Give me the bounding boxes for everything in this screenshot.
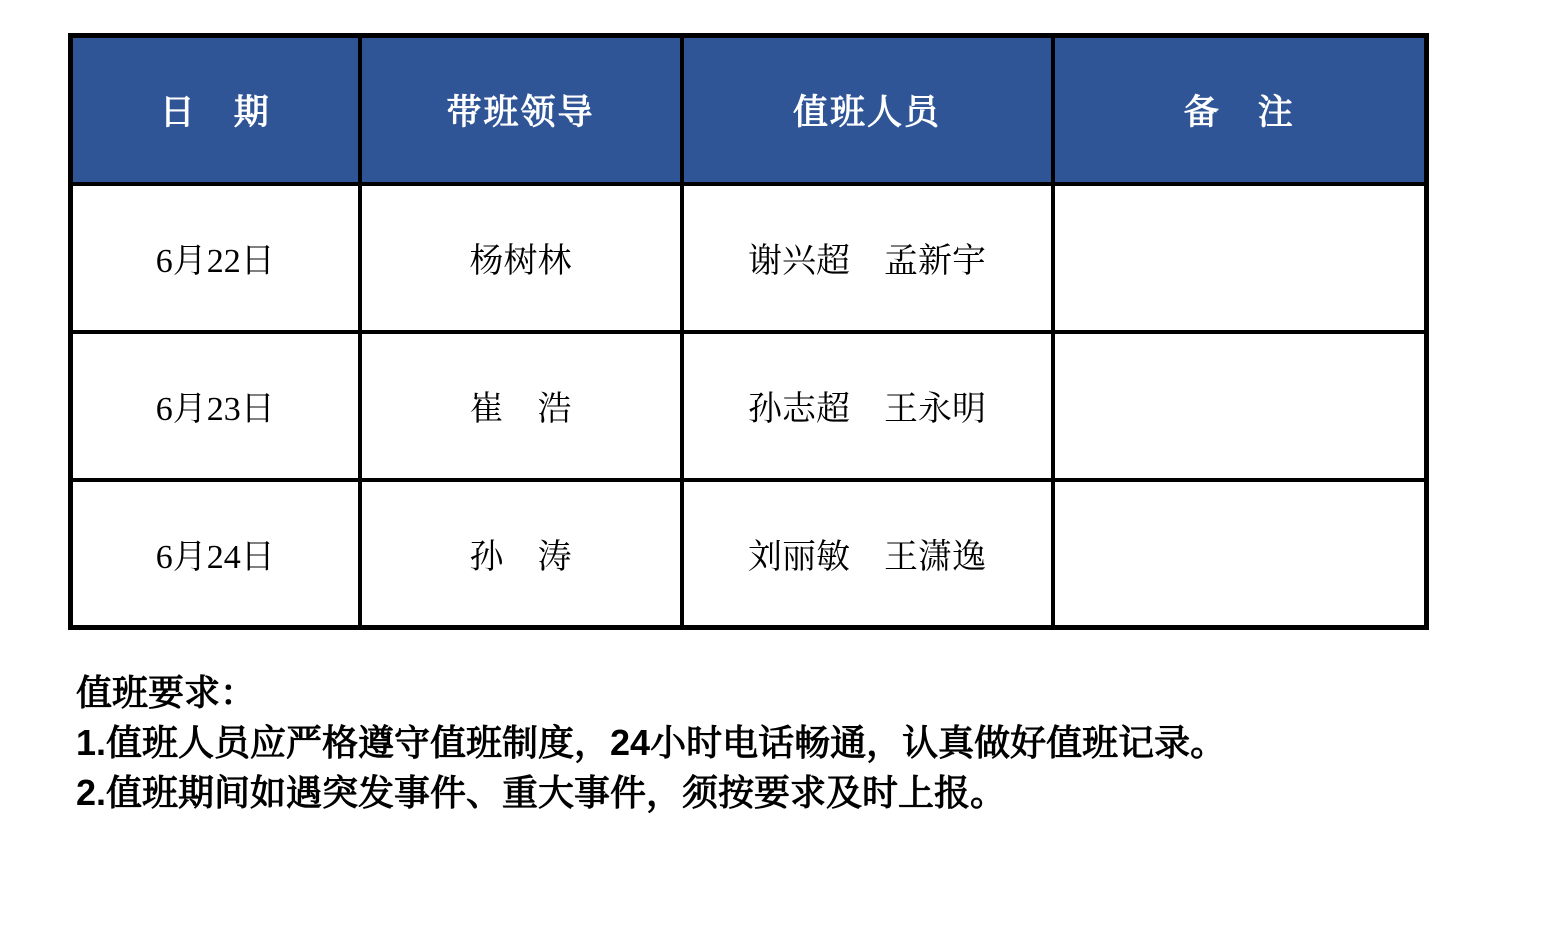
cell-date: 6月22日 — [71, 184, 360, 332]
cell-note — [1053, 184, 1427, 332]
cell-date: 6月24日 — [71, 480, 360, 628]
table-row — [71, 480, 1427, 628]
cell-leader: 杨树林 — [360, 184, 682, 332]
duty-requirement-item: 1.值班人员应严格遵守值班制度，24小时电话畅通，认真做好值班记录。 — [76, 722, 1227, 763]
cell-note — [1053, 332, 1427, 480]
header-cell-leader: 带班领导 — [360, 36, 682, 184]
duty-requirements-title: 值班要求： — [76, 672, 257, 713]
table-row — [71, 184, 1427, 332]
cell-staff: 谢兴超 孟新宇 — [682, 184, 1053, 332]
cell-staff: 孙志超 王永明 — [682, 332, 1053, 480]
header-row — [71, 36, 1427, 184]
cell-leader: 崔 浩 — [360, 332, 682, 480]
cell-note — [1053, 480, 1427, 628]
duty-requirements — [76, 668, 1476, 818]
table-body — [71, 184, 1427, 628]
duty-roster-table — [68, 33, 1429, 630]
cell-staff: 刘丽敏 王潇逸 — [682, 480, 1053, 628]
header-cell-note: 备 注 — [1053, 36, 1427, 184]
table-header — [71, 36, 1427, 184]
duty-requirement-item: 2.值班期间如遇突发事件、重大事件，须按要求及时上报。 — [76, 772, 1007, 813]
table-row — [71, 332, 1427, 480]
header-cell-date: 日 期 — [71, 36, 360, 184]
cell-date: 6月23日 — [71, 332, 360, 480]
cell-leader: 孙 涛 — [360, 480, 682, 628]
header-cell-staff: 值班人员 — [682, 36, 1053, 184]
